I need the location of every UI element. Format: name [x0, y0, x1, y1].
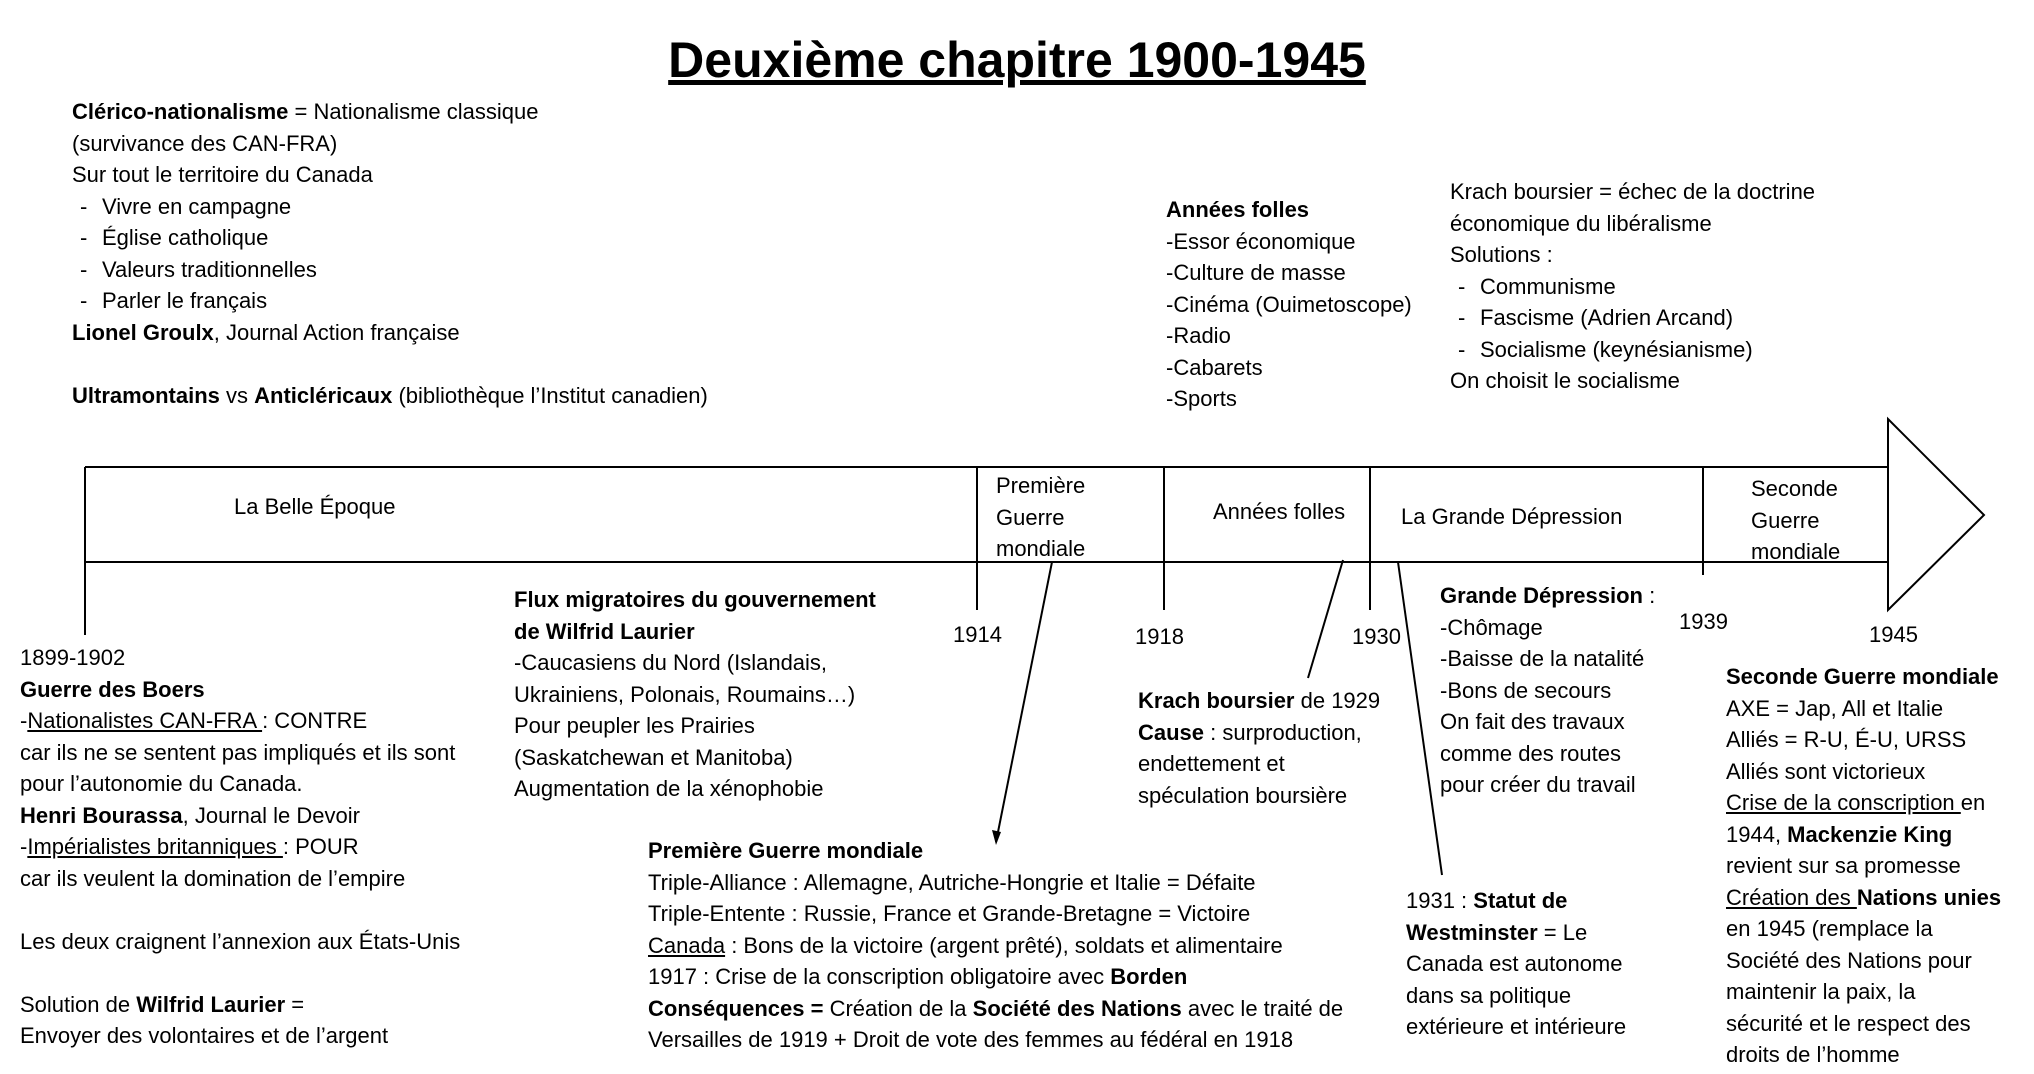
list-item: - Socialisme (keynésianisme): [1450, 334, 1815, 366]
period-annees-folles: Années folles: [1213, 499, 1346, 524]
period-premiere-guerre: Première Guerre mondiale: [996, 473, 1086, 561]
list-item: - Vivre en campagne: [72, 191, 708, 223]
seconde-guerre-block: Seconde Guerre mondiale AXE = Jap, All et Italie Alliés = R-U, É-U, URSS Alliés sont victorieux Crise de la conscription en 1944, Mackenzie King revient sur sa promesse Création des Nations unies en 1945 (remplace la Société des Nations pour maintenir la paix, la sécurité et le respect des droits de l’homme: [1726, 664, 2002, 1067]
statut-westminster-block: 1931 : Statut de Westminster = Le Canada est autonome dans sa politique extérieure et intérieure: [1406, 888, 1627, 1039]
krach-boursier-block: Krach boursier de 1929 Cause : surproduction, endettement et spéculation boursière: [1138, 688, 1381, 808]
connector-premiere-guerre: [996, 562, 1052, 842]
period-seconde-guerre: Seconde Guerre mondiale: [1751, 476, 1841, 564]
list-item: - Parler le français: [72, 285, 708, 317]
year-1939: 1939: [1679, 609, 1728, 634]
premiere-guerre-block: Première Guerre mondiale Triple-Alliance : Allemagne, Autriche-Hongrie et Italie = Défaite Triple-Entente : Russie, France et Grande-Bretagne = Victoire Canada : Bons de la victoire (argent prêté), soldats et alimentaire 1917 : Crise de la conscription obligatoire avec Borden Conséquences = Création de la Société des Nations avec le traité de Versailles de 1919 + Droit de vote des femmes au fédéral en 1918: [648, 838, 1344, 1052]
connector-westminster: [1398, 562, 1442, 875]
list-item: - Valeurs traditionnelles: [72, 254, 708, 286]
page-title: Deuxième chapitre 1900-1945: [668, 32, 1366, 88]
year-1914: 1914: [953, 622, 1002, 647]
year-1945: 1945: [1869, 622, 1918, 647]
annees-folles-block: Années folles -Essor économique -Culture de masse -Cinéma (Ouimetoscope) -Radio -Cabarets -Sports: [1166, 197, 1412, 411]
year-1899-1902: 1899-1902: [20, 645, 126, 670]
timeline-arrow-head: [1888, 419, 1984, 610]
year-1918: 1918: [1135, 624, 1184, 649]
period-belle-epoque: La Belle Époque: [234, 494, 396, 519]
list-item: - Communisme: [1450, 271, 1815, 303]
year-1930: 1930: [1352, 624, 1401, 649]
list-item: - Église catholique: [72, 222, 708, 254]
connector-krach: [1308, 560, 1343, 678]
krach-solutions-block: Krach boursier = échec de la doctrine économique du libéralisme Solutions : - Communisme - Fascisme (Adrien Arcand) - Socialisme (keynésianisme) On choisit le socialisme: [1450, 176, 1815, 397]
list-item: - Fascisme (Adrien Arcand): [1450, 302, 1815, 334]
guerre-des-boers-block: 1899-1902 Guerre des Boers -Nationalistes CAN-FRA : CONTRE car ils ne se sentent pas impliqués et ils sont pour l’autonomie du Canada. Henri Bourassa, Journal le Devoir -Impérialistes britanniques : POUR car ils veulent la domination de l’empire Les deux craignent l’annexion aux États-Unis Solution de Wilfrid Laurier = Envoyer des volontaires et de l’argent: [20, 642, 460, 1052]
clerico-nationalisme-block: Clérico-nationalisme = Nationalisme classique (survivance des CAN-FRA) Sur tout le territoire du Canada - Vivre en campagne - Église catholique - Valeurs traditionnelles - Parler le français Lionel Groulx, Journal Action française Ultramontains vs Anticléricaux (bibliothèque l’Institut canadien): [72, 96, 708, 411]
period-grande-depression: La Grande Dépression: [1401, 504, 1623, 529]
grande-depression-block: Grande Dépression : -Chômage -Baisse de la natalité -Bons de secours On fait des travaux comme des routes pour créer du travail: [1440, 583, 1656, 797]
flux-migratoires-block: Flux migratoires du gouvernement de Wilfrid Laurier -Caucasiens du Nord (Islandais, Ukrainiens, Polonais, Roumains…) Pour peupler les Prairies (Saskatchewan et Manitoba) Augmentation de la xénophobie: [514, 587, 876, 801]
